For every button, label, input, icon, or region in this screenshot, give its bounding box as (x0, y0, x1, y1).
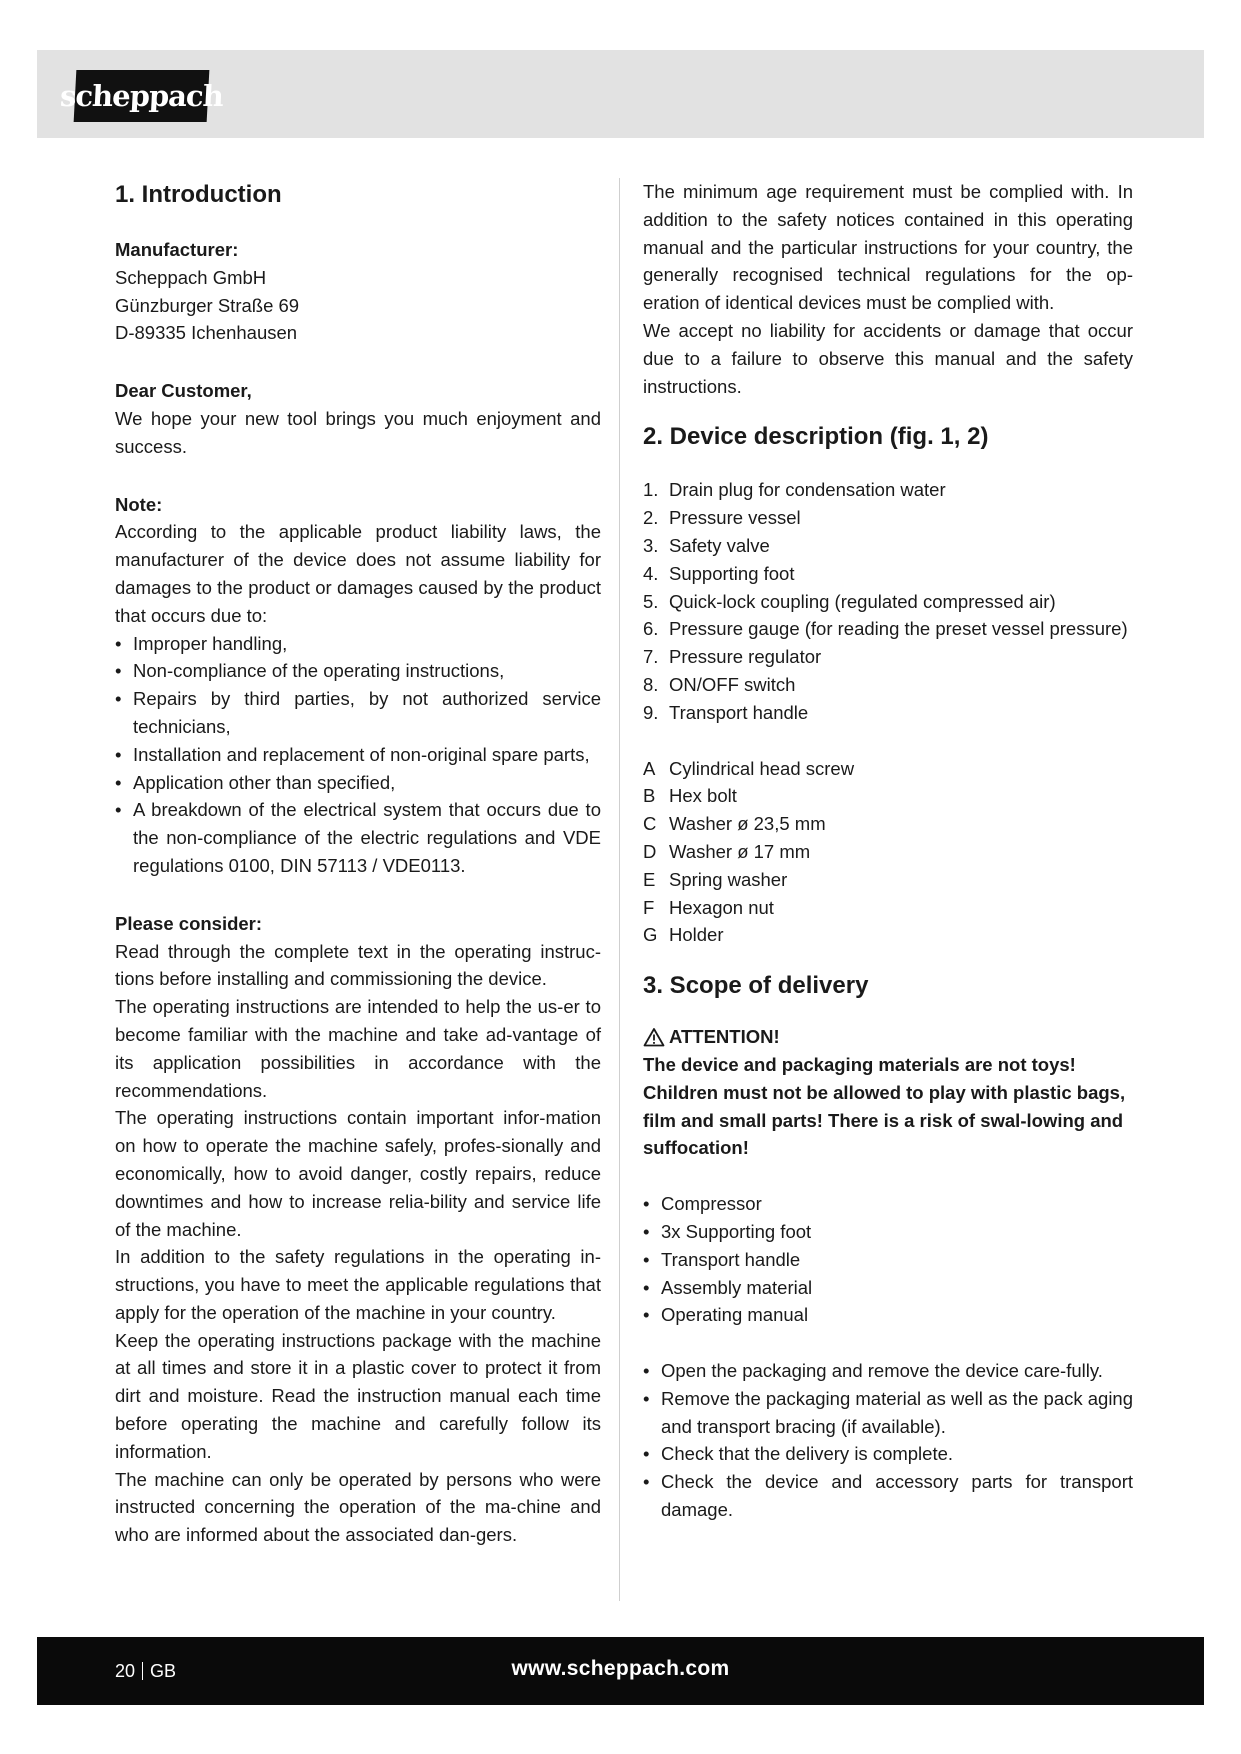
note-label: Note: (115, 493, 163, 515)
dear-customer-label: Dear Customer, (115, 380, 252, 402)
note-bullet-list (115, 630, 601, 880)
manufacturer-line: D-89335 Ichenhausen (115, 322, 298, 344)
left-column (115, 178, 601, 1549)
attention-label: ATTENTION! (669, 1026, 780, 1048)
list-item: A Cylindrical head screw (643, 757, 855, 779)
note-text: According to the applicable product liability laws, the manufacturer of the device does not assume liability for damages to the product or damages caused by the product that occurs due to: (115, 521, 601, 626)
list-item: • Assembly material (643, 1274, 1133, 1302)
manufacturer-line: Scheppach GmbH (115, 266, 267, 288)
introduction-heading: 1. Introduction (115, 181, 282, 208)
list-item: 7. Pressure regulator (643, 646, 822, 668)
consider-paragraph: In addition to the safety regulations in the operating in-structions, you have to meet the applicable regulations that apply for the operation of the machine in your country. (115, 1246, 601, 1323)
right-column (643, 178, 1133, 1524)
header-band (37, 50, 1204, 138)
list-item: • Transport handle (643, 1246, 1133, 1274)
attention-text: The device and packaging materials are not toys! Children must not be allowed to play with plastic bags, film and small parts! There is a risk of swal-lowing and suffocation! (643, 1053, 1126, 1159)
consider-paragraph: The operating instructions are intended to help the us-er to become familiar with the machine and take ad-vantage of its application possibilities in accordance with the recommendations. (115, 996, 601, 1101)
list-item: • Non-compliance of the operating instructions, (115, 657, 601, 685)
list-item: • Operating manual (643, 1301, 1133, 1329)
list-item: • Improper handling, (115, 630, 601, 658)
consider-paragraph: Read through the complete text in the operating instruc-tions before installing and commissioning the device. (115, 940, 601, 990)
list-item: • Compressor (643, 1190, 1133, 1218)
list-item: • 3x Supporting foot (643, 1218, 1133, 1246)
list-item: G Holder (643, 924, 724, 946)
footer-band (37, 1637, 1204, 1705)
list-item: 4. Supporting foot (643, 562, 795, 584)
page-number-value: 20 (115, 1661, 136, 1681)
assembly-parts-list (643, 755, 1133, 950)
list-item: E Spring washer (643, 868, 788, 890)
scheppach-logo: scheppach (74, 70, 210, 122)
list-item: • A breakdown of the electrical system that occurs due to the non-compliance of the electric regulations and VDE regulations 0100, DIN 57113 / VDE0113. (115, 796, 601, 879)
list-item: 5. Quick-lock coupling (regulated compressed air) (643, 590, 1056, 612)
list-item: • Installation and replacement of non-original spare parts, (115, 741, 601, 769)
delivery-contents-list (643, 1190, 1133, 1329)
language-code: GB (150, 1661, 177, 1681)
list-item: • Check the device and accessory parts for transport damage. (643, 1468, 1133, 1524)
manufacturer-label: Manufacturer: (115, 239, 239, 260)
list-item: 1. Drain plug for condensation water (643, 479, 946, 501)
list-item: 3. Safety valve (643, 534, 770, 556)
list-item: • Remove the packaging material as well as the pack aging and transport bracing (if available). (643, 1385, 1133, 1441)
age-requirement-paragraph: The minimum age requirement must be complied with. In addition to the safety notices contained in this operating manual and the particular instructions for your country, the generally recognised technical regulations for the op-eration of identical devices must be complied with. (643, 181, 1133, 314)
consider-paragraph: Keep the operating instructions package with the machine at all times and store it in a plastic cover to protect it from dirt and moisture. Read the instruction manual each time before operating the machine and carefully follow its information. (115, 1329, 601, 1462)
scope-of-delivery-heading: 3. Scope of delivery (643, 972, 869, 1000)
list-item: • Open the packaging and remove the device care-fully. (643, 1357, 1133, 1385)
manufacturer-line: Günzburger Straße 69 (115, 294, 300, 316)
list-item: 8. ON/OFF switch (643, 673, 796, 695)
device-description-heading: 2. Device description (fig. 1, 2) (643, 423, 989, 451)
list-item: 6. Pressure gauge (for reading the preset vessel pressure) (643, 618, 1128, 640)
list-item: 2. Pressure vessel (643, 507, 801, 529)
website-link[interactable]: www.scheppach.com (511, 1657, 730, 1680)
liability-paragraph: We accept no liability for accidents or damage that occur due to a failure to observe this manual and the safety instructions. (643, 319, 1133, 397)
list-item: • Application other than specified, (115, 769, 601, 797)
list-item: • Repairs by third parties, by not authorized service technicians, (115, 685, 601, 741)
list-item: • Check that the delivery is complete. (643, 1440, 1133, 1468)
list-item: F Hexagon nut (643, 896, 774, 918)
consider-paragraph: The machine can only be operated by persons who were instructed concerning the operation of the ma-chine and who are informed about the associated dan-gers. (115, 1468, 601, 1546)
warning-triangle-icon (643, 1027, 665, 1047)
unpacking-steps-list (643, 1357, 1133, 1524)
list-item: C Washer ø 23,5 mm (643, 813, 826, 835)
dear-customer-text: We hope your new tool brings you much enjoyment and success. (115, 407, 601, 457)
please-consider-label: Please consider: (115, 912, 263, 934)
column-divider (619, 178, 620, 1601)
device-parts-list (643, 476, 1133, 726)
list-item: 9. Transport handle (643, 701, 809, 723)
attention-title (643, 1023, 1133, 1051)
consider-paragraph: The operating instructions contain important infor-mation on how to operate the machine safely, profes-sionally and economically, how to avoid danger, costly repairs, reduce downtimes and how to increase relia-bility and service life of the machine. (115, 1107, 601, 1240)
list-item: B Hex bolt (643, 785, 737, 807)
list-item: D Washer ø 17 mm (643, 840, 811, 862)
